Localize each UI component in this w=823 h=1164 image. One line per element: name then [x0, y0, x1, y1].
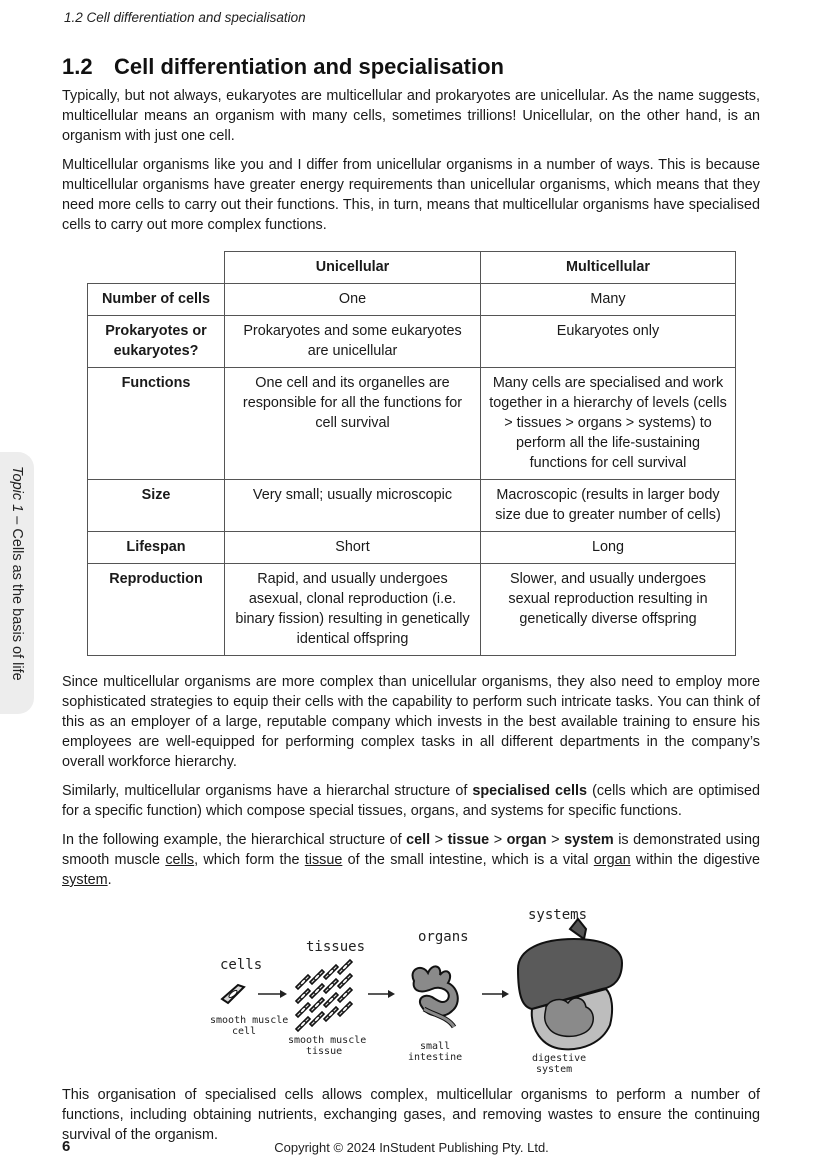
multicellular-cell: Slower, and usually undergoes sexual reproduction resulting in genetically diverse offspring [481, 564, 736, 656]
stage-heading: cells [220, 957, 263, 973]
table-row [88, 284, 736, 316]
multicellular-cell: Many [481, 284, 736, 316]
unicellular-cell: Short [225, 532, 481, 564]
text-run: Similarly, multicellular organisms have a hierarchal structure of [62, 783, 473, 799]
multicellular-cell: Eukaryotes only [481, 316, 736, 368]
side-tab-dash: – [9, 512, 25, 529]
row-label: Functions [88, 368, 225, 480]
text-run: within the digestive [630, 852, 760, 868]
row-label: Lifespan [88, 532, 225, 564]
stage-caption: system [536, 1064, 573, 1075]
unicellular-cell: One cell and its organelles are responsible for all the functions for cell survival [225, 368, 481, 480]
section-number: 1.2 [62, 54, 93, 79]
table-row [88, 532, 736, 564]
paragraph-specialised-cells [62, 781, 760, 821]
table-corner-cell [88, 252, 225, 284]
text-run: > [489, 832, 507, 848]
unicellular-cell: One [225, 284, 481, 316]
bold-term: organ [506, 832, 547, 848]
section-heading [62, 54, 760, 80]
side-tab-title: Cells as the basis of life [9, 528, 25, 681]
row-label: Size [88, 480, 225, 532]
topic-side-tab [0, 452, 34, 714]
paragraph-differences: Multicellular organisms like you and I differ from unicellular organisms in a number of ways. This is because multicellular organisms have greater energy requirements than unicellular organisms, which means that they need more cells to carry out their functions. This, in turn, means that multicellular organisms have specialised cells to carry out more complex functions. [62, 157, 760, 233]
column-header-multicellular: Multicellular [481, 252, 736, 284]
comparison-table [87, 251, 736, 656]
text-run: In the following example, the hierarchical structure of [62, 832, 407, 848]
digestive-system-icon [518, 919, 622, 1049]
hierarchy-illustration [62, 899, 760, 1079]
paragraph-hierarchy-example [62, 830, 760, 890]
stage-caption: intestine [408, 1052, 463, 1063]
underlined-term: tissue [304, 852, 343, 868]
multicellular-cell: Long [481, 532, 736, 564]
running-head: 1.2 Cell differentiation and specialisation [64, 10, 306, 25]
stage-caption: smooth muscle [288, 1035, 367, 1046]
arrow-icon [258, 990, 287, 998]
bold-term: specialised cells [472, 783, 588, 799]
stage-caption: cell [232, 1026, 257, 1037]
row-label: Number of cells [88, 284, 225, 316]
table-row [88, 480, 736, 532]
text-run: is demonstrated using smooth muscle [62, 832, 761, 868]
bold-term: cell [406, 832, 431, 848]
table-header-row [88, 252, 736, 284]
page-number: 6 [62, 1138, 71, 1155]
hierarchy-figure [62, 899, 760, 1079]
text-run: > [430, 832, 448, 848]
row-label: Prokaryotes or eukaryotes? [88, 316, 225, 368]
unicellular-cell: Prokaryotes and some eukaryotes are unicellular [225, 316, 481, 368]
arrow-icon [482, 990, 509, 998]
smooth-muscle-tissue-icon [296, 960, 352, 1031]
stage-caption: tissue [306, 1046, 343, 1057]
text-run: > [546, 832, 565, 848]
underlined-term: cells [165, 852, 195, 868]
unicellular-cell: Rapid, and usually undergoes asexual, clonal reproduction (i.e. binary fission) resulting in genetically identical offspring [225, 564, 481, 656]
paragraph-complexity: Since multicellular organisms are more complex than unicellular organisms, they also need to employ more sophisticated strategies to equip their cells with the capability to perform such intricate tasks. You can think of this as an employer of a large, reputable company which invests in the best available training to ensure his employees are well-equipped for performing complex tasks in all different departments in the company’s overall workforce hierarchy. [62, 674, 760, 770]
stage-heading: tissues [306, 939, 366, 955]
text-run: of the small intestine, which is a vital [342, 852, 594, 868]
unicellular-cell: Very small; usually microscopic [225, 480, 481, 532]
stage-caption: digestive [532, 1053, 587, 1064]
multicellular-cell: Macroscopic (results in larger body size due to greater number of cells) [481, 480, 736, 532]
paragraph-conclusion: This organisation of specialised cells allows complex, multicellular organisms to perform a number of functions, including obtaining nutrients, exchanging gases, and removing wastes to ensure the continuing survival of the organism. [62, 1087, 760, 1143]
multicellular-cell: Many cells are specialised and work together in a hierarchy of levels (cells > tissues > organs > systems) to perform all the life-sustaining functions for cell survival [481, 368, 736, 480]
stage-caption: small [420, 1041, 451, 1052]
arrow-icon [368, 990, 395, 998]
bold-term: tissue [447, 832, 490, 848]
section-title: Cell differentiation and specialisation [114, 54, 504, 79]
stage-heading: systems [528, 907, 588, 923]
stage-caption: smooth muscle [210, 1015, 289, 1026]
side-tab-label [9, 466, 25, 681]
underlined-term: system [62, 872, 108, 888]
bold-term: system [564, 832, 614, 848]
text-run: , which form the [194, 852, 305, 868]
text-run: . [107, 872, 112, 888]
page-content [62, 54, 760, 1154]
paragraph-intro: Typically, but not always, eukaryotes are multicellular and prokaryotes are unicellular. As the name suggests, multicellular means an organism with many cells, sometimes trillions! Unicellular, on the other hand, is an organism with just one cell. [62, 88, 760, 144]
table-row [88, 316, 736, 368]
text-run: (cells which are optimised for a specific function) which compose special tissues, organs, and systems for specific functions. [62, 783, 760, 819]
copyright-notice: Copyright © 2024 InStudent Publishing Pty. Ltd. [274, 1140, 549, 1155]
smooth-muscle-cell-icon [222, 985, 244, 1003]
table-row [88, 368, 736, 480]
row-label: Reproduction [88, 564, 225, 656]
underlined-term: organ [593, 852, 631, 868]
side-tab-topic: Topic 1 [9, 466, 25, 513]
small-intestine-icon [413, 966, 458, 1027]
table-row [88, 564, 736, 656]
stage-heading: organs [418, 929, 469, 945]
column-header-unicellular: Unicellular [225, 252, 481, 284]
